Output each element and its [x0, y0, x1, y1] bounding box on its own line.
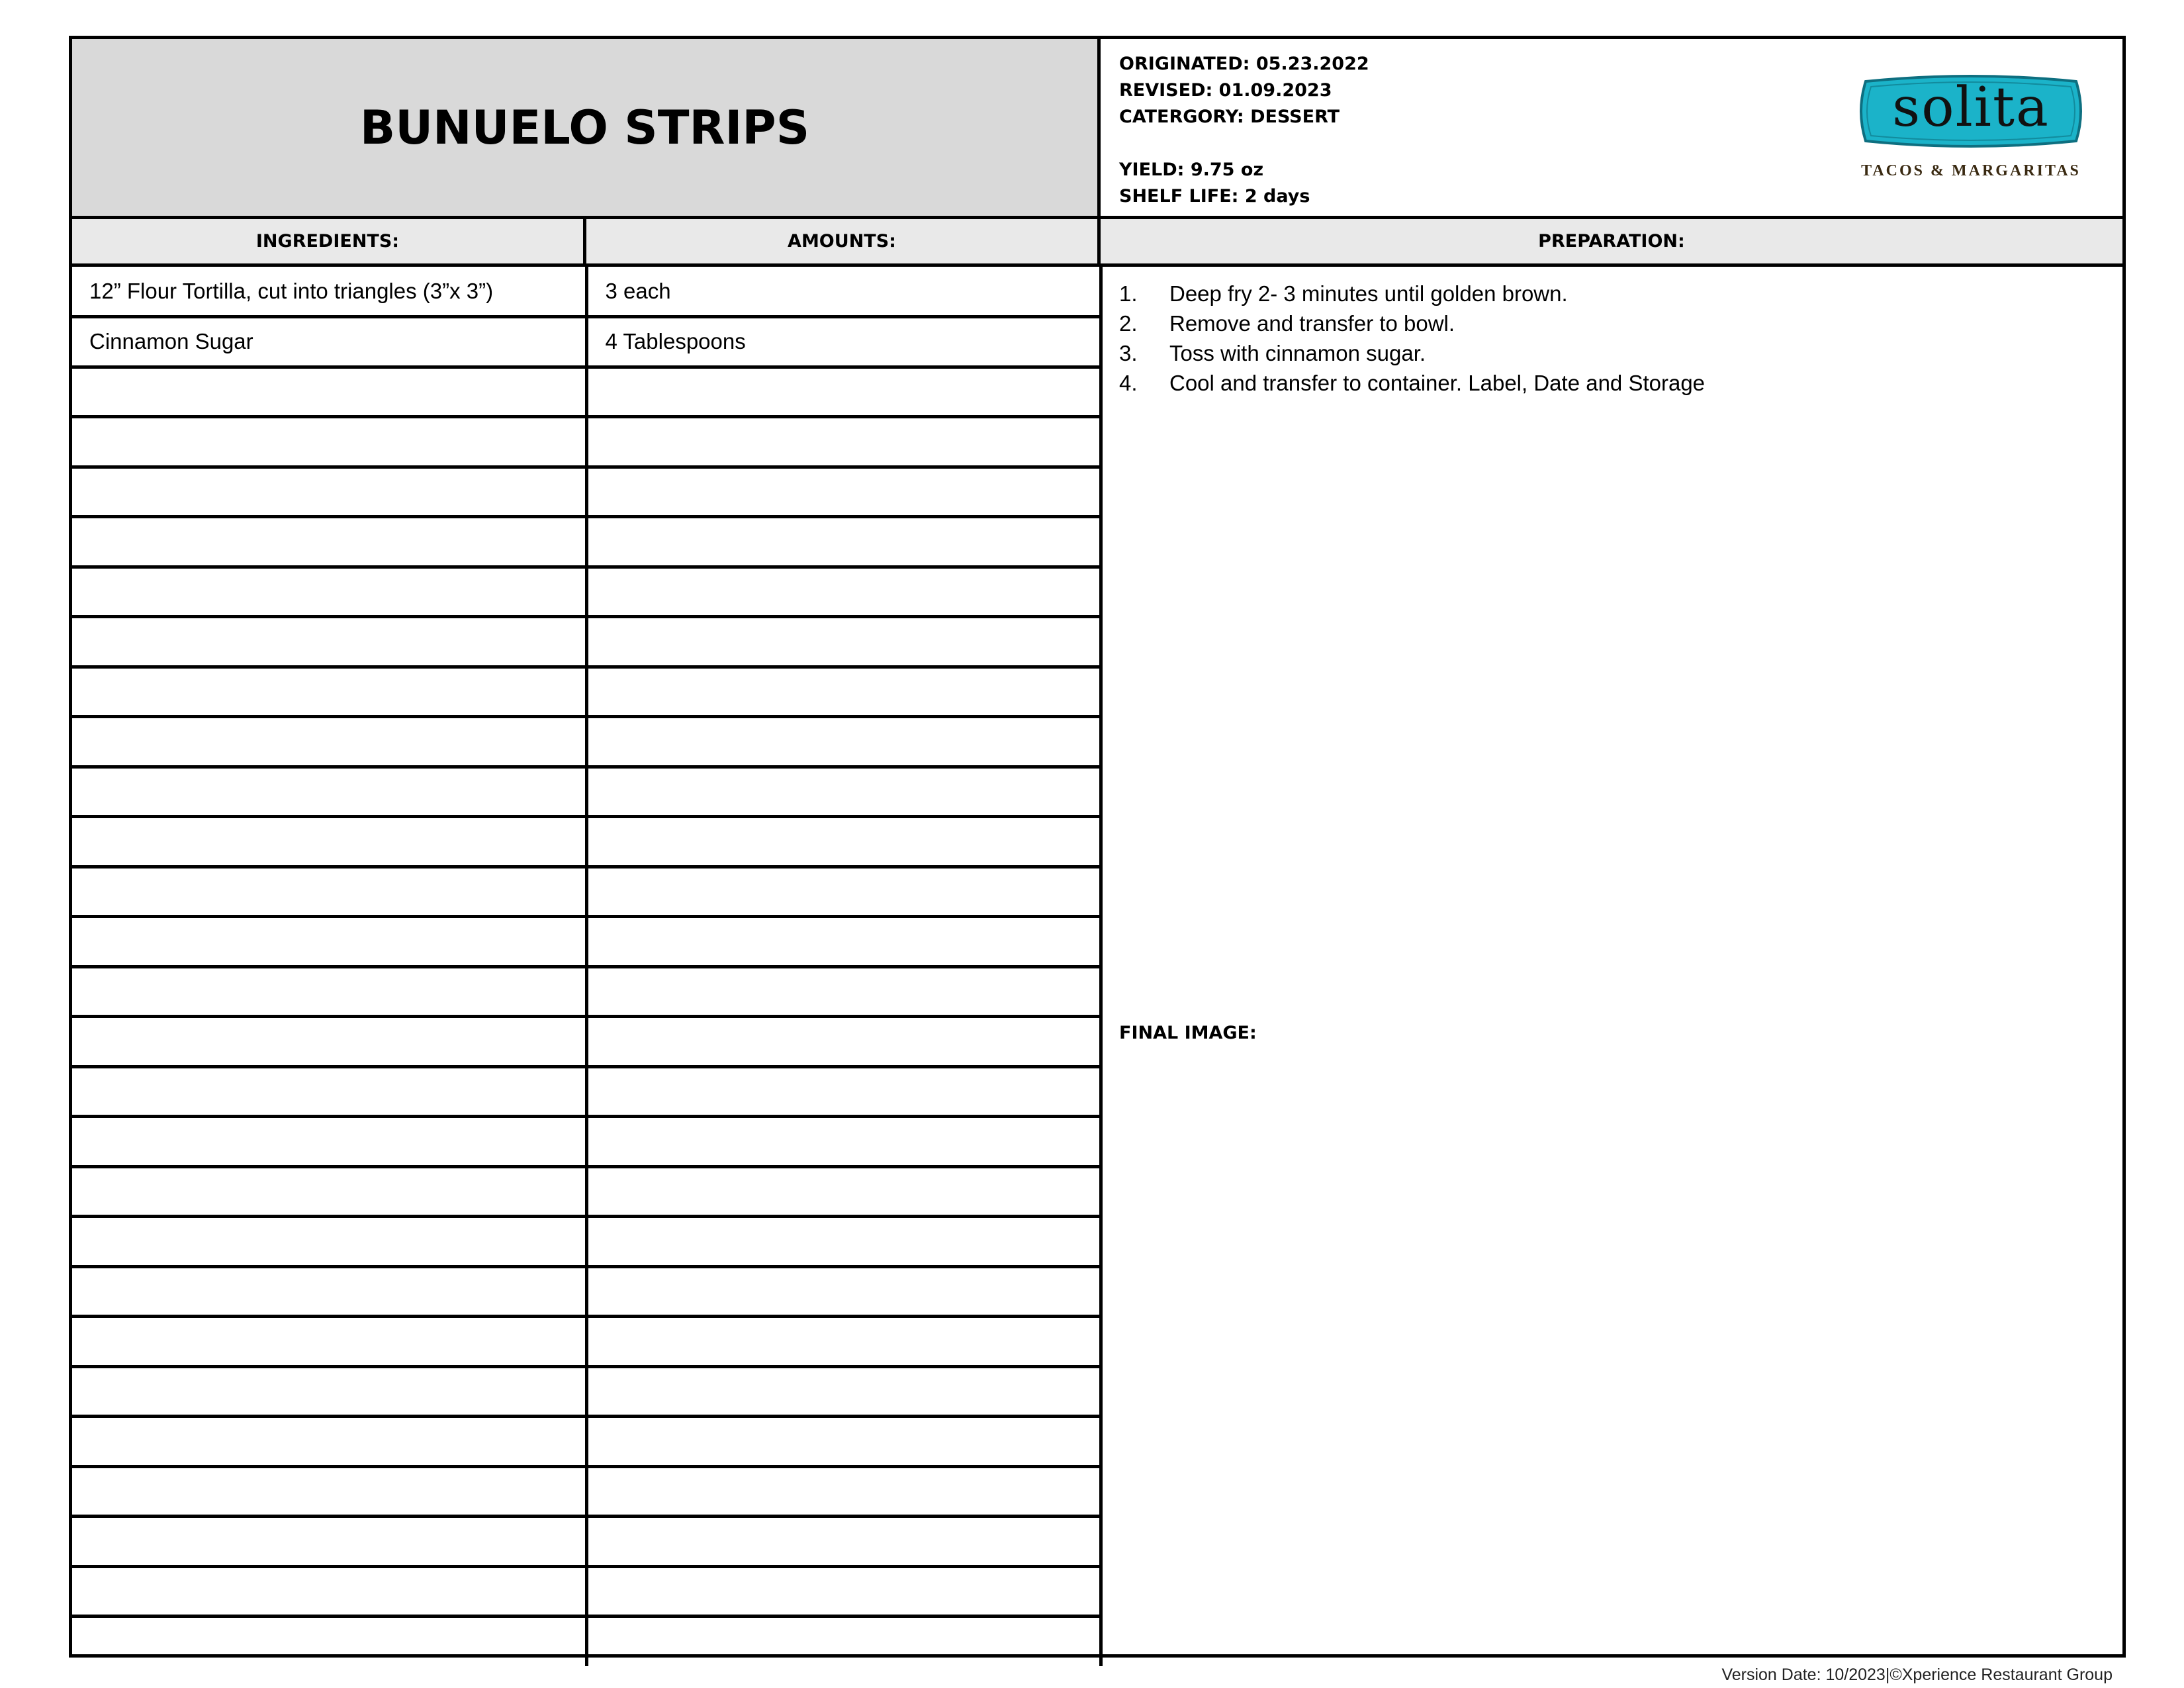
amount-cell	[586, 417, 1101, 467]
title-box	[72, 39, 1101, 219]
step-number: 3.	[1119, 341, 1138, 365]
amount-cell	[586, 966, 1101, 1017]
list-item	[1119, 279, 1705, 308]
ingredients-header: INGREDIENTS:	[72, 219, 586, 267]
revised-date: REVISED: 01.09.2023	[1119, 80, 1332, 101]
table-row	[72, 1466, 1101, 1517]
preparation-header: PREPARATION:	[1101, 219, 2122, 267]
amount-cell	[586, 467, 1101, 517]
meta-box	[1101, 39, 2122, 219]
ingredient-cell	[72, 1617, 586, 1667]
step-text: Toss with cinnamon sugar.	[1169, 341, 1426, 365]
step-number: 2.	[1119, 311, 1138, 336]
version-footer: Version Date: 10/2023|©Xperience Restaurant Group	[1721, 1665, 2113, 1684]
ingredient-cell	[72, 767, 586, 817]
table-row	[72, 867, 1101, 917]
amount-cell	[586, 1417, 1101, 1467]
table-row	[72, 617, 1101, 667]
amount-cell	[586, 1466, 1101, 1517]
ingredient-cell	[72, 1066, 586, 1117]
ingredient-cell	[72, 1517, 586, 1567]
amount-cell	[586, 1266, 1101, 1317]
ingredient-cell	[72, 1017, 586, 1067]
table-row	[72, 1066, 1101, 1117]
amount-cell	[586, 567, 1101, 617]
table-row	[72, 917, 1101, 967]
amount-cell	[586, 1066, 1101, 1117]
step-text: Cool and transfer to container. Label, Date and Storage	[1169, 371, 1706, 395]
logo-wordmark: solita	[1892, 76, 2050, 139]
recipe-sheet	[69, 36, 2126, 1658]
ingredient-cell: Cinnamon Sugar	[72, 317, 586, 367]
ingredient-cell	[72, 1217, 586, 1267]
preparation-area	[1101, 267, 2122, 1654]
table-row	[72, 1366, 1101, 1417]
table-row	[72, 1266, 1101, 1317]
step-text: Deep fry 2- 3 minutes until golden brown.	[1169, 281, 1568, 306]
amount-cell: 3 each	[586, 267, 1101, 317]
ingredient-cell	[72, 717, 586, 767]
ingredient-cell	[72, 417, 586, 467]
table-row	[72, 966, 1101, 1017]
ingredients-table	[72, 267, 1103, 1666]
ingredient-cell	[72, 617, 586, 667]
amount-cell	[586, 1017, 1101, 1067]
ingredient-cell	[72, 517, 586, 567]
amount-cell	[586, 767, 1101, 817]
amount-cell	[586, 517, 1101, 567]
table-row	[72, 717, 1101, 767]
table-row	[72, 517, 1101, 567]
table-row	[72, 567, 1101, 617]
table-row	[72, 1566, 1101, 1617]
amount-cell	[586, 917, 1101, 967]
list-item	[1119, 338, 1705, 368]
ingredient-cell	[72, 1317, 586, 1367]
table-row	[72, 667, 1101, 717]
ingredient-cell	[72, 966, 586, 1017]
table-row	[72, 1617, 1101, 1667]
table-row	[72, 417, 1101, 467]
ingredient-cell	[72, 367, 586, 417]
amount-cell	[586, 1617, 1101, 1667]
category: CATERGORY: DESSERT	[1119, 107, 1340, 127]
amount-cell	[586, 1117, 1101, 1167]
table-row	[72, 767, 1101, 817]
step-number: 1.	[1119, 281, 1138, 306]
step-number: 4.	[1119, 371, 1138, 395]
ingredient-cell	[72, 1566, 586, 1617]
yield: YIELD: 9.75 oz	[1119, 160, 1264, 180]
recipe-title: BUNUELO STRIPS	[359, 100, 810, 155]
shelf-life: SHELF LIFE: 2 days	[1119, 186, 1310, 207]
table-row	[72, 267, 1101, 317]
meta-lines	[1119, 51, 1369, 210]
amount-cell	[586, 1317, 1101, 1367]
amount-cell	[586, 1217, 1101, 1267]
ingredient-cell	[72, 567, 586, 617]
amount-cell	[586, 717, 1101, 767]
ingredient-cell	[72, 1466, 586, 1517]
ingredient-cell	[72, 1266, 586, 1317]
table-row	[72, 1117, 1101, 1167]
step-text: Remove and transfer to bowl.	[1169, 311, 1455, 336]
table-row	[72, 317, 1101, 367]
amounts-header: AMOUNTS:	[586, 219, 1101, 267]
table-row	[72, 1517, 1101, 1567]
ingredient-cell	[72, 867, 586, 917]
amount-cell	[586, 1366, 1101, 1417]
amount-cell	[586, 1517, 1101, 1567]
list-item	[1119, 368, 1705, 398]
amount-cell	[586, 1166, 1101, 1217]
ingredient-cell	[72, 1166, 586, 1217]
list-item	[1119, 308, 1705, 338]
table-row	[72, 1317, 1101, 1367]
originated-date: ORIGINATED: 05.23.2022	[1119, 54, 1369, 74]
table-row	[72, 467, 1101, 517]
ingredient-cell: 12” Flour Tortilla, cut into triangles (3”x 3”)	[72, 267, 586, 317]
amount-cell: 4 Tablespoons	[586, 317, 1101, 367]
ingredient-cell	[72, 1117, 586, 1167]
ingredient-cell	[72, 667, 586, 717]
final-image-label: FINAL IMAGE:	[1119, 1023, 1257, 1043]
ingredient-cell	[72, 467, 586, 517]
table-row	[72, 1217, 1101, 1267]
ingredient-cell	[72, 917, 586, 967]
amount-cell	[586, 617, 1101, 667]
amount-cell	[586, 367, 1101, 417]
solita-logo	[1856, 72, 2099, 198]
table-row	[72, 367, 1101, 417]
amount-cell	[586, 1566, 1101, 1617]
ingredient-cell	[72, 1366, 586, 1417]
meta-spacer	[1119, 130, 1369, 157]
table-row	[72, 1017, 1101, 1067]
logo-tagline: TACOS & MARGARITAS	[1861, 162, 2081, 179]
table-row	[72, 1417, 1101, 1467]
table-row	[72, 817, 1101, 867]
amount-cell	[586, 867, 1101, 917]
table-row	[72, 1166, 1101, 1217]
preparation-steps	[1119, 279, 1705, 398]
amount-cell	[586, 817, 1101, 867]
amount-cell	[586, 667, 1101, 717]
ingredient-cell	[72, 1417, 586, 1467]
ingredient-cell	[72, 817, 586, 867]
